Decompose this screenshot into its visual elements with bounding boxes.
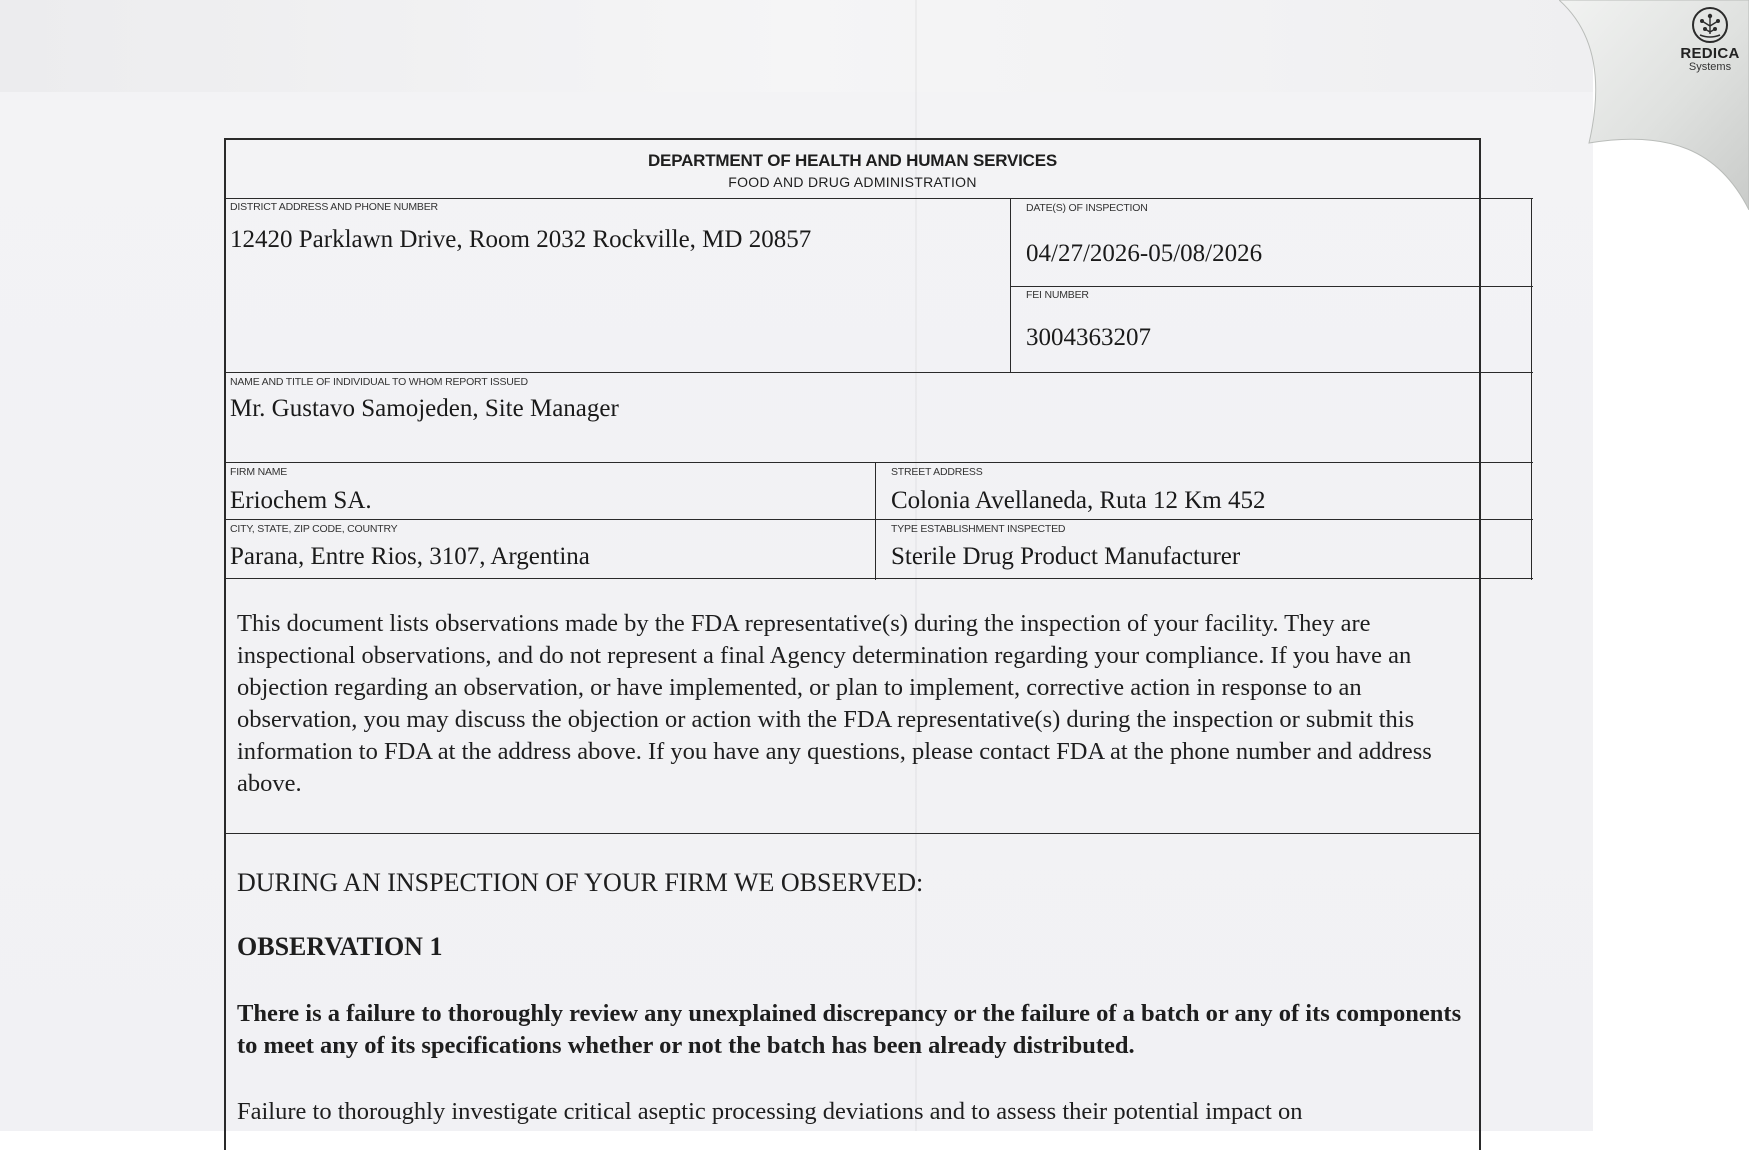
district-label: DISTRICT ADDRESS AND PHONE NUMBER xyxy=(230,201,438,213)
observation-summary: There is a failure to thoroughly review any unexplained discrepancy or the failure of a batch or any of its components to meet any of its specifications whether or not the batch has been already distributed. xyxy=(237,1000,1462,1059)
issued-to-label: NAME AND TITLE OF INDIVIDUAL TO WHOM REPORT ISSUED xyxy=(230,376,528,388)
divider xyxy=(1010,198,1011,372)
agency-title: FOOD AND DRUG ADMINISTRATION xyxy=(728,174,977,190)
inspection-dates-label: DATE(S) OF INSPECTION xyxy=(1026,202,1148,214)
observed-heading: DURING AN INSPECTION OF YOUR FIRM WE OBSERVED: xyxy=(237,868,924,897)
district-address: 12420 Parklawn Drive, Room 2032 Rockville, MD 20857 xyxy=(230,226,812,253)
fda-483-form xyxy=(224,138,1481,1150)
divider xyxy=(226,462,1533,463)
city-label: CITY, STATE, ZIP CODE, COUNTRY xyxy=(230,523,398,535)
firm-name-label: FIRM NAME xyxy=(230,466,288,478)
divider xyxy=(226,198,1533,199)
establishment-type: Sterile Drug Product Manufacturer xyxy=(891,543,1241,570)
brand-name: REDICA xyxy=(1680,45,1740,62)
divider xyxy=(875,462,876,580)
form-header xyxy=(226,140,1479,198)
issued-to: Mr. Gustavo Samojeden, Site Manager xyxy=(230,395,619,422)
scan-shading xyxy=(0,0,1593,92)
inspection-dates: 04/27/2026-05/08/2026 xyxy=(1026,240,1263,267)
divider xyxy=(226,578,1533,579)
brand-subtitle: Systems xyxy=(1688,61,1732,73)
street-address: Colonia Avellaneda, Ruta 12 Km 452 xyxy=(891,487,1266,514)
observation-detail: Failure to thoroughly investigate critical aseptic processing deviations and to assess their potential impact on xyxy=(237,1098,1303,1125)
divider xyxy=(1010,286,1533,287)
fei-number-label: FEI NUMBER xyxy=(1026,289,1089,301)
observation-title: OBSERVATION 1 xyxy=(237,932,443,961)
department-title: DEPARTMENT OF HEALTH AND HUMAN SERVICES xyxy=(647,151,1058,170)
firm-name: Eriochem SA. xyxy=(230,487,372,514)
intro-paragraph: This document lists observations made by the FDA representative(s) during the inspection of your facility. They are inspectional observations, and do not represent a final Agency determination regarding your compliance. If you have an objection regarding an observation, or have implemented, or plan to implement, corrective action in response to an observation, you may discuss the objection or action with the FDA representative(s) during the inspection or submit this information to FDA at the address above. If you have any questions, please contact FDA at the phone number and address above. xyxy=(237,610,1432,797)
establishment-type-label: TYPE ESTABLISHMENT INSPECTED xyxy=(891,523,1066,535)
divider xyxy=(226,519,1533,520)
divider xyxy=(226,372,1533,373)
redica-logo-icon xyxy=(1691,6,1729,44)
city-state-zip-country: Parana, Entre Rios, 3107, Argentina xyxy=(230,543,590,570)
divider xyxy=(1531,198,1532,580)
redica-logo xyxy=(1670,6,1749,73)
street-address-label: STREET ADDRESS xyxy=(891,466,983,478)
fei-number: 3004363207 xyxy=(1026,324,1151,351)
divider xyxy=(226,833,1479,834)
